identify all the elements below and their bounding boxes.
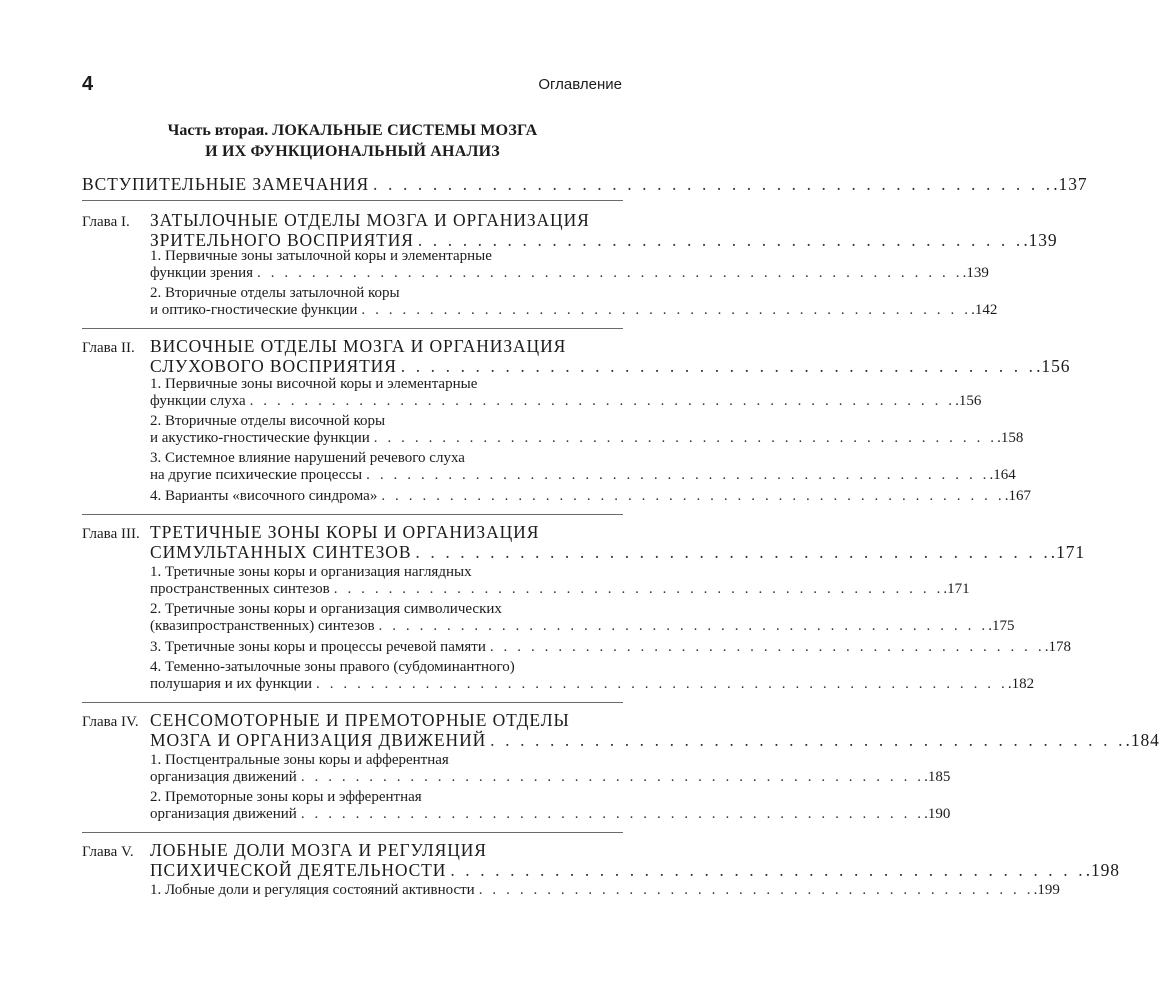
toc-page-ref: .139 [962, 265, 989, 281]
toc-entry-section[interactable]: 4. Варианты «височного синдрома» . . . . . . . . . . . . . . . . . . . . . . . . . . . . . . . . . . . . . . . . . . . . . . .167 [150, 488, 1031, 504]
chapter-title-line: МОЗГА И ОРГАНИЗАЦИЯ ДВИЖЕНИЙ [150, 730, 487, 750]
toc-page-ref: .142 [971, 302, 998, 318]
section-line: 1. Первичные зоны затылочной коры и элементарные [150, 248, 492, 264]
toc-entry-section[interactable]: и оптико-гностические функции . . . . . . . . . . . . . . . . . . . . . . . . . . . . . . . . . . . . . . . . . . . . . .142 [150, 302, 998, 318]
divider [82, 200, 623, 201]
chapter-label: Глава I. [82, 214, 130, 230]
toc-page-ref: .178 [1044, 639, 1071, 655]
chapter-title-line: СИМУЛЬТАННЫХ СИНТЕЗОВ [150, 542, 412, 562]
toc-page-ref: .167 [1004, 488, 1031, 504]
chapter-label: Глава V. [82, 844, 134, 860]
chapter-title-line: СЛУХОВОГО ВОСПРИЯТИЯ [150, 356, 397, 376]
chapter-label: Глава IV. [82, 714, 139, 730]
toc-entry-section[interactable]: функции слуха . . . . . . . . . . . . . . . . . . . . . . . . . . . . . . . . . . . . . . . . . . . . . . . . . . . . .156 [150, 393, 982, 409]
chapter-title-line: ПСИХИЧЕСКОЙ ДЕЯТЕЛЬНОСТИ [150, 860, 447, 880]
toc-entry-section[interactable]: (квазипространственных) синтезов . . . . . . . . . . . . . . . . . . . . . . . . . . . . . . . . . . . . . . . . . . . . . .175 [150, 618, 1015, 634]
divider [82, 328, 623, 329]
chapter-title-line: СЕНСОМОТОРНЫЕ И ПРЕМОТОРНЫЕ ОТДЕЛЫ [150, 710, 570, 730]
chapter-title-line: ЗРИТЕЛЬНОГО ВОСПРИЯТИЯ [150, 230, 414, 250]
section-line: и акустико-гностические функции [150, 430, 370, 446]
toc-entry-section[interactable]: и акустико-гностические функции . . . . . . . . . . . . . . . . . . . . . . . . . . . . . . . . . . . . . . . . . . . . . . .158 [150, 430, 1024, 446]
section-line: 1. Первичные зоны височной коры и элементарные [150, 376, 478, 392]
toc-entry-chapter-1[interactable]: ЗРИТЕЛЬНОГО ВОСПРИЯТИЯ . . . . . . . . . . . . . . . . . . . . . . . . . . . . . . . . . . . . . . . . . .139 [150, 230, 1058, 250]
section-line: и оптико-гностические функции [150, 302, 358, 318]
toc-page-ref: .156 [1036, 356, 1071, 376]
section-line: 3. Системное влияние нарушений речевого слуха [150, 450, 465, 466]
toc-entry-chapter-3[interactable]: СИМУЛЬТАННЫХ СИНТЕЗОВ . . . . . . . . . . . . . . . . . . . . . . . . . . . . . . . . . . . . . . . . . . . .171 [150, 542, 1086, 562]
section-line: (квазипространственных) синтезов [150, 618, 375, 634]
section-line: 2. Вторичные отделы затылочной коры [150, 285, 400, 301]
toc-page-ref: .190 [924, 806, 951, 822]
running-head: Оглавление [538, 76, 622, 93]
toc-page-ref: .171 [1050, 542, 1086, 562]
section-line: 2. Третичные зоны коры и организация символических [150, 601, 502, 617]
part-title-line-2: И ИХ ФУНКЦИОНАЛЬНЫЙ АНАЛИЗ [205, 143, 500, 160]
section-line: 1. Третичные зоны коры и организация наглядных [150, 564, 472, 580]
chapter-label: Глава III. [82, 526, 140, 542]
toc-page-ref: .184 [1125, 730, 1160, 750]
toc-entry-section[interactable]: полушария и их функции . . . . . . . . . . . . . . . . . . . . . . . . . . . . . . . . . . . . . . . . . . . . . . . . . . . .182 [150, 676, 1035, 692]
toc-page-ref: .185 [924, 769, 951, 785]
section-line: 2. Премоторные зоны коры и эфферентная [150, 789, 422, 805]
section-line: функции слуха [150, 393, 246, 409]
toc-entry-section[interactable]: организация движений . . . . . . . . . . . . . . . . . . . . . . . . . . . . . . . . . . . . . . . . . . . . . . .185 [150, 769, 951, 785]
section-line: организация движений [150, 769, 297, 785]
toc-entry-chapter-2[interactable]: СЛУХОВОГО ВОСПРИЯТИЯ . . . . . . . . . . . . . . . . . . . . . . . . . . . . . . . . . . . . . . . . . . . .156 [150, 356, 1071, 376]
toc-page-ref: .164 [989, 467, 1016, 483]
toc-page-ref: .158 [997, 430, 1024, 446]
chapter-title-line: ЛОБНЫЕ ДОЛИ МОЗГА И РЕГУЛЯЦИЯ [150, 840, 487, 860]
divider [82, 702, 623, 703]
toc-page-ref: .137 [1053, 174, 1088, 194]
toc-entry-section[interactable]: функции зрения . . . . . . . . . . . . . . . . . . . . . . . . . . . . . . . . . . . . . . . . . . . . . . . . . . . . .139 [150, 265, 989, 281]
section-line: полушария и их функции [150, 676, 312, 692]
section-line: функции зрения [150, 265, 254, 281]
toc-entry-title: ВСТУПИТЕЛЬНЫЕ ЗАМЕЧАНИЯ [82, 174, 370, 194]
toc-page-ref: .182 [1007, 676, 1035, 692]
toc-page-ref: .139 [1023, 230, 1058, 250]
section-line: 2. Вторичные отделы височной коры [150, 413, 386, 429]
chapter-title-line: ВИСОЧНЫЕ ОТДЕЛЫ МОЗГА И ОРГАНИЗАЦИЯ [150, 336, 567, 356]
chapter-label: Глава II. [82, 340, 135, 356]
toc-page-ref: .156 [955, 393, 982, 409]
page-number: 4 [82, 73, 94, 95]
section-line: 1. Лобные доли и регуляция состояний активности [150, 882, 475, 898]
part-prefix: Часть вторая. [167, 122, 269, 139]
section-line: пространственных синтезов [150, 581, 330, 597]
section-line: 4. Варианты «височного синдрома» [150, 488, 378, 504]
section-line: 3. Третичные зоны коры и процессы речевой памяти [150, 639, 486, 655]
toc-entry-section[interactable]: 1. Лобные доли и регуляция состояний активности . . . . . . . . . . . . . . . . . . . . . . . . . . . . . . . . . . . . . . . . . .199 [150, 882, 1060, 898]
toc-entry-intro[interactable]: ВСТУПИТЕЛЬНЫЕ ЗАМЕЧАНИЯ . . . . . . . . . . . . . . . . . . . . . . . . . . . . . . . . . . . . . . . . . . . . . . .137 [82, 174, 1088, 194]
toc-page-ref: .175 [988, 618, 1015, 634]
toc-page-ref: .199 [1033, 882, 1060, 898]
section-line: 1. Постцентральные зоны коры и афферентная [150, 752, 449, 768]
chapter-title-line: ТРЕТИЧНЫЕ ЗОНЫ КОРЫ И ОРГАНИЗАЦИЯ [150, 522, 540, 542]
section-line: организация движений [150, 806, 297, 822]
toc-entry-section[interactable]: на другие психические процессы . . . . . . . . . . . . . . . . . . . . . . . . . . . . . . . . . . . . . . . . . . . . . . .164 [150, 467, 1016, 483]
toc-entry-chapter-5[interactable]: ПСИХИЧЕСКОЙ ДЕЯТЕЛЬНОСТИ . . . . . . . . . . . . . . . . . . . . . . . . . . . . . . . . . . . . . . . . . . . .198 [150, 860, 1120, 880]
toc-entry-section[interactable]: 3. Третичные зоны коры и процессы речевой памяти . . . . . . . . . . . . . . . . . . . . . . . . . . . . . . . . . . . . . . . . . .178 [150, 639, 1071, 655]
part-title-line-2-row [82, 141, 623, 162]
toc-entry-section[interactable]: пространственных синтезов . . . . . . . . . . . . . . . . . . . . . . . . . . . . . . . . . . . . . . . . . . . . . .171 [150, 581, 970, 597]
part-title-line-1: ЛОКАЛЬНЫЕ СИСТЕМЫ МОЗГА [272, 122, 538, 139]
toc-page-ref: .198 [1085, 860, 1120, 880]
toc-page-ref: .171 [943, 581, 970, 597]
toc-entry-section[interactable]: организация движений . . . . . . . . . . . . . . . . . . . . . . . . . . . . . . . . . . . . . . . . . . . . . . .190 [150, 806, 951, 822]
part-title [82, 120, 623, 141]
divider [82, 832, 623, 833]
toc-entry-chapter-4[interactable]: МОЗГА И ОРГАНИЗАЦИЯ ДВИЖЕНИЙ . . . . . . . . . . . . . . . . . . . . . . . . . . . . . . . . . . . . . . . . . . . .184 [150, 730, 1160, 750]
section-line: 4. Теменно-затылочные зоны правого (субдоминантного) [150, 659, 515, 675]
chapter-title-line: ЗАТЫЛОЧНЫЕ ОТДЕЛЫ МОЗГА И ОРГАНИЗАЦИЯ [150, 210, 590, 230]
section-line: на другие психические процессы [150, 467, 363, 483]
divider [82, 514, 623, 515]
